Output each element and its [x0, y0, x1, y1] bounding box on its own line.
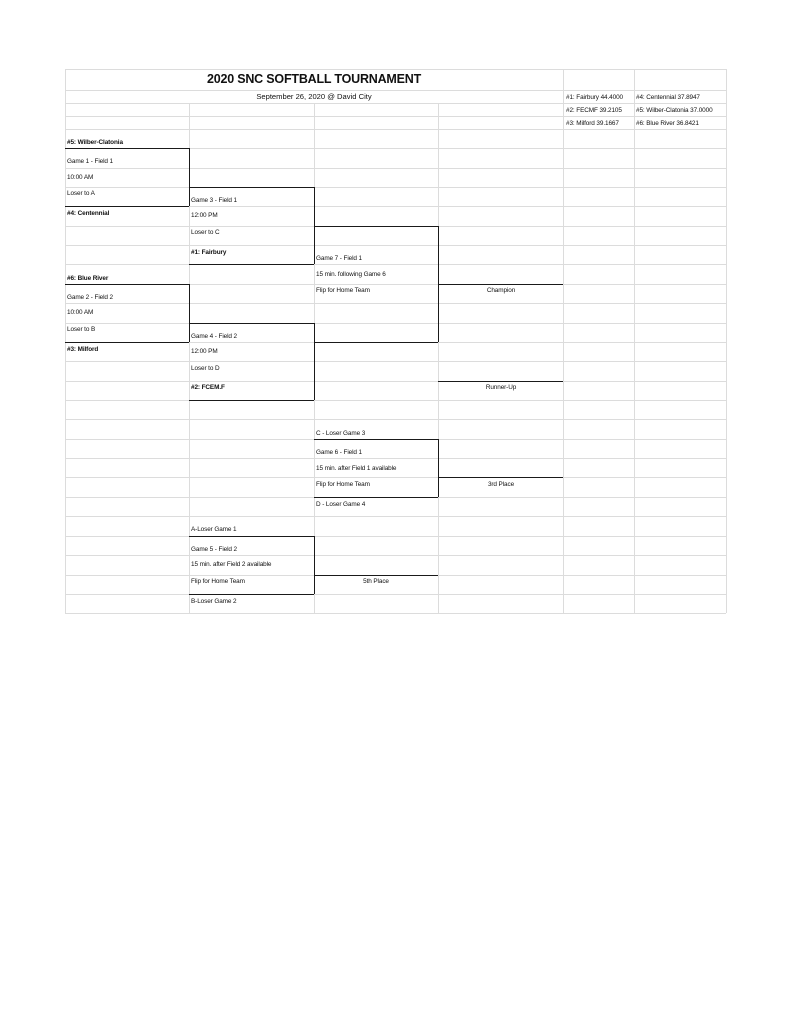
game-5-name: Game 5 - Field 2 [191, 546, 237, 553]
game-7-flip: Flip for Home Team [316, 287, 370, 294]
team-1-label: #1: Fairbury [191, 249, 227, 256]
seed-2: #2: FECMF 39.2105 [566, 107, 622, 114]
game-1-loser: Loser to A [67, 190, 95, 197]
grid-row-line [65, 245, 726, 246]
bracket-line [189, 264, 314, 265]
bracket-line [438, 477, 563, 478]
bracket-line [314, 439, 438, 440]
bracket-line [65, 342, 189, 343]
game-5-flip: Flip for Home Team [191, 578, 245, 585]
grid-col-line [438, 103, 439, 613]
grid-row-line [65, 323, 726, 324]
grid-row-line [65, 419, 726, 420]
game-1-time: 10:00 AM [67, 174, 94, 181]
game-3-name: Game 3 - Field 1 [191, 197, 237, 204]
c-loser-label: C - Loser Game 3 [316, 430, 366, 437]
game-4-time: 12:00 PM [191, 348, 218, 355]
bracket-line [314, 575, 438, 576]
tournament-subtitle: September 26, 2020 @ David City [256, 92, 372, 101]
game-3-loser: Loser to C [191, 229, 220, 236]
bracket-line [65, 284, 189, 285]
grid-row-line [65, 264, 726, 265]
grid-row-line [65, 361, 726, 362]
bracket-line [189, 536, 314, 537]
bracket-line [314, 323, 315, 400]
seed-6: #6: Blue River 36.8421 [636, 120, 699, 127]
team-3-label: #3: Milford [67, 346, 99, 353]
seed-5: #5: Wilber-Clatonia 37.0000 [636, 107, 713, 114]
bracket-line [189, 148, 190, 206]
bracket-line [189, 594, 314, 595]
bracket-line [438, 381, 563, 382]
grid-col-line [634, 69, 635, 613]
grid-row-line [65, 129, 726, 130]
game-6-time: 15 min. after Field 1 available [316, 465, 397, 472]
grid-col-line [563, 69, 564, 613]
grid-row-line [65, 613, 726, 614]
game-2-name: Game 2 - Field 2 [67, 294, 113, 301]
grid-row-line [65, 536, 726, 537]
grid-col-line [726, 69, 727, 613]
bracket-line [189, 187, 314, 188]
grid-col-line [65, 69, 66, 613]
game-3-time: 12:00 PM [191, 212, 218, 219]
grid-row-line [65, 168, 726, 169]
game-1-name: Game 1 - Field 1 [67, 158, 113, 165]
bracket-line [189, 284, 190, 342]
grid-row-line [65, 381, 726, 382]
grid-row-line [65, 458, 726, 459]
bracket-line [314, 497, 438, 498]
champion-label: Champion [486, 287, 516, 294]
game-4-name: Game 4 - Field 2 [191, 333, 237, 340]
bracket-line [65, 206, 189, 207]
seed-1: #1: Fairbury 44.4000 [566, 94, 623, 101]
bracket-line [314, 342, 438, 343]
grid-row-line [65, 90, 726, 91]
bracket-line [438, 284, 563, 285]
game-7-name: Game 7 - Field 1 [316, 255, 362, 262]
grid-row-line [65, 400, 726, 401]
seed-4: #4: Centennial 37.8947 [636, 94, 700, 101]
game-2-time: 10:00 AM [67, 309, 94, 316]
grid-row-line [65, 516, 726, 517]
team-4-label: #4: Centennial [67, 210, 110, 217]
team-6-label: #6: Blue River [67, 275, 109, 282]
game-6-name: Game 6 - Field 1 [316, 449, 362, 456]
bracket-line [189, 323, 314, 324]
grid-row-line [65, 116, 726, 117]
b-loser-label: B-Loser Game 2 [191, 598, 237, 605]
tournament-title: 2020 SNC SOFTBALL TOURNAMENT [206, 72, 422, 86]
third-place-label: 3rd Place [487, 481, 515, 488]
runner-up-label: Runner-Up [485, 384, 517, 391]
d-loser-label: D - Loser Game 4 [316, 501, 366, 508]
bracket-line [65, 148, 189, 149]
fifth-place-label: 5th Place [363, 578, 389, 585]
grid-row-line [65, 103, 726, 104]
game-4-loser: Loser to D [191, 365, 220, 372]
game-7-time: 15 min. following Game 6 [316, 271, 386, 278]
grid-row-line [65, 555, 726, 556]
grid-row-line [65, 477, 726, 478]
grid-row-line [65, 303, 726, 304]
bracket-line [189, 400, 314, 401]
team-5-label: #5: Wilber-Clatonia [67, 139, 123, 146]
bracket-line [314, 226, 438, 227]
a-loser-label: A-Loser Game 1 [191, 526, 237, 533]
game-6-flip: Flip for Home Team [316, 481, 370, 488]
grid-row-line [65, 187, 726, 188]
grid-row-line [65, 594, 726, 595]
seed-3: #3: Milford 39.1667 [566, 120, 619, 127]
team-2-label: #2: FCEM.F [191, 384, 225, 391]
grid-row-line [65, 69, 726, 70]
game-2-loser: Loser to B [67, 326, 96, 333]
game-5-time: 15 min. after Field 2 available [191, 561, 272, 568]
